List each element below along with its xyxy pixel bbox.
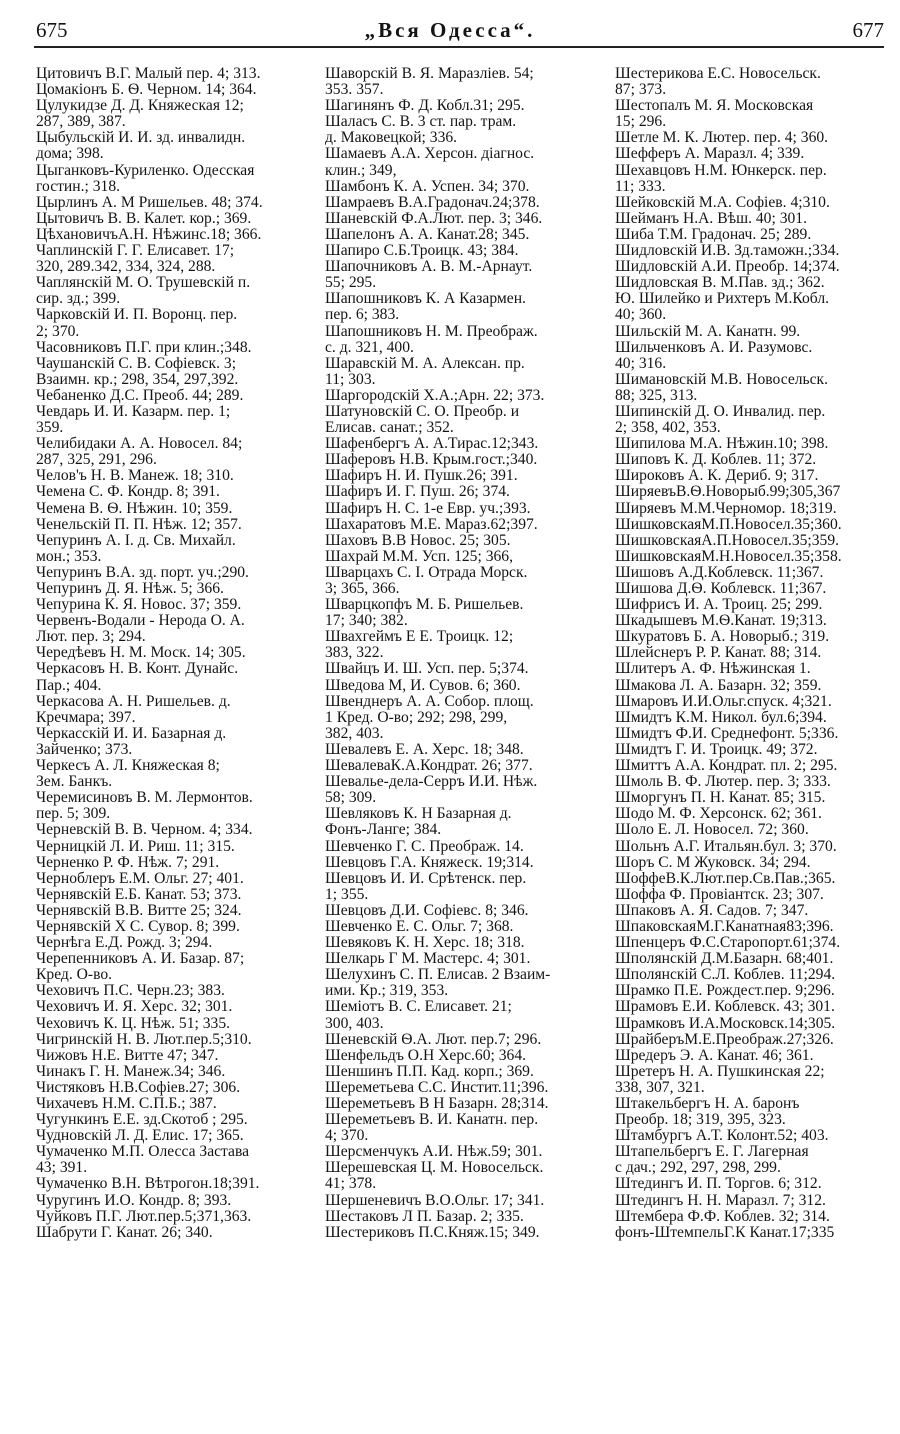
directory-line: Штакельбергъ Н. А. баронъ <box>615 1095 800 1112</box>
directory-line: Чистяковъ Н.В.Софіев.27; 306. <box>36 1078 241 1096</box>
directory-line: Кречмара; 397. <box>36 708 136 726</box>
directory-line: Шабрути Г. Канат. 26; 340. <box>36 1223 213 1241</box>
directory-line: Шереметьевъ В. И. Канатн. пер. <box>325 1111 539 1129</box>
directory-line: Шимановскій М.В. Новосельск. <box>615 370 829 388</box>
directory-line: Шапочниковъ А. В. М.-Арнаут. <box>325 258 533 276</box>
directory-line: Шварцкопфъ М. Б. Ришельев. <box>325 596 524 614</box>
directory-line: Челибидаки А. А. Новосел. 84; <box>36 435 243 453</box>
directory-line: 87; 373. <box>615 81 667 99</box>
directory-line: Штедингъ Н. Н. Маразл. 7; 312. <box>615 1191 826 1209</box>
directory-line: Шаферовъ Н.В. Крым.гост.;340. <box>325 451 538 469</box>
directory-line: Швенднеръ А. А. Собор. площ. <box>325 692 534 710</box>
directory-line: Шевченко Г. С. Преображ. 14. <box>325 837 524 855</box>
directory-line: Чепуринъ Д. Я. Нѣж. 5; 366. <box>36 580 224 597</box>
directory-line: ШпаковскаяМ.Г.Канатная83;396. <box>615 917 834 935</box>
directory-line: 353. 357. <box>325 81 384 99</box>
directory-line: Червенъ-Водали - Нерода О. А. <box>36 612 245 630</box>
directory-line: Шапиро С.Б.Троицк. 43; 384. <box>325 242 519 260</box>
directory-line: Чернявскій Х С. Сувор. 8; 399. <box>36 917 240 935</box>
directory-line: Шамбонъ К. А. Успен. 34; 370. <box>325 177 530 195</box>
directory-line: Шмидтъ Г. И. Троицк. 49; 372. <box>615 740 818 758</box>
directory-line: Шидловскій А.И. Преобр. 14;374. <box>615 258 840 276</box>
column-1 <box>36 66 318 1422</box>
directory-line: Шмидтъ Ф.И. Среднефонт. 5;336. <box>615 724 839 742</box>
directory-line: Челов'ъ Н. В. Манеж. 18; 310. <box>36 467 234 485</box>
directory-line: Шифрисъ И. А. Троиц. 25; 299. <box>615 596 823 614</box>
directory-line: Чернявскій Е.Б. Канат. 53; 373. <box>36 885 242 903</box>
directory-line: сир. зд.; 399. <box>36 290 121 308</box>
directory-line: Чаушанскій С. В. Софіевск. 3; <box>36 354 237 372</box>
directory-line: Шеншинъ П.П. Кад. корп.; 369. <box>325 1062 534 1080</box>
directory-line: Шварцахъ С. І. Отрада Морск. <box>325 563 528 581</box>
directory-line: Шереметьева С.С. Инстит.11;396. <box>325 1078 549 1096</box>
directory-line: Чевдарь И. И. Казарм. пер. 1; <box>36 402 231 420</box>
directory-line: Лют. пер. 3; 294. <box>36 628 146 646</box>
directory-line: Шейковскій М.А. Софіев. 4;310. <box>615 193 830 211</box>
directory-line: Шипинскій Д. О. Инвалид. пер. <box>615 402 826 420</box>
directory-line: Шевяковъ К. Н. Херс. 18; 318. <box>325 934 525 952</box>
directory-line: Шмиттъ А.А. Кондрат. пл. 2; 295. <box>615 757 838 775</box>
directory-line: Чеховичъ П.С. Черн.23; 383. <box>36 982 225 1000</box>
directory-line: Черкасскій И. И. Базарная д. <box>36 724 227 742</box>
directory-line: Шетле М. К. Лютер. пер. 4; 360. <box>615 129 829 147</box>
directory-line: д. Маковецкой; 336. <box>325 129 458 147</box>
directory-line: Шретеръ Н. А. Пушкинская 22; <box>615 1062 825 1080</box>
directory-line: Преобр. 18; 319, 395, 323. <box>615 1111 786 1129</box>
directory-line: Шехавцовъ Н.М. Юнкерск. пер. <box>615 161 827 179</box>
directory-line: Шеміотъ В. С. Елисавет. 21; <box>325 998 512 1016</box>
directory-line: Шахаратовъ М.Е. Мараз.62;397. <box>325 515 538 533</box>
directory-line: Шапошниковъ К. А Казармен. <box>325 290 526 308</box>
directory-line: 58; 309. <box>325 789 377 807</box>
directory-line: Цырлинъ А. М Ришельев. 48; 374. <box>36 193 263 211</box>
directory-line: Шевченко Е. С. Ольг. 7; 368. <box>325 917 514 935</box>
directory-line: Шаласъ С. В. 3 ст. пар. трам. <box>325 113 517 131</box>
directory-line: Черкасовъ Н. В. Конт. Дунайс. <box>36 660 239 678</box>
directory-line: Черкасова А. Н. Ришельев. д. <box>36 692 231 710</box>
directory-line: Чарковскій И. П. Воронц. пер. <box>36 306 238 324</box>
directory-line: ШевалеваК.А.Кондрат. 26; 377. <box>325 757 533 775</box>
directory-line: Черницкій Л. И. Риш. 11; 315. <box>36 837 235 855</box>
directory-line: Шевцовъ Г.А. Княжеск. 19;314. <box>325 853 534 871</box>
directory-line: Широковъ А. К. Дериб. 9; 317. <box>615 467 819 485</box>
directory-line: Шенфельдъ О.Н Херс.60; 364. <box>325 1046 527 1064</box>
directory-line: Шрамковъ И.А.Московск.14;305. <box>615 1014 836 1032</box>
directory-line: Шаворскій В. Я. Маразліев. 54; <box>325 66 534 82</box>
directory-line: Шамаевъ А.А. Херсон. діагнос. <box>325 145 535 163</box>
directory-line: Чемена В. Ѳ. Нѣжин. 10; 359. <box>36 499 233 517</box>
directory-line: Фонъ-Ланге; 384. <box>325 821 442 839</box>
directory-line: Кред. О-во. <box>36 966 113 984</box>
directory-line: 15; 296. <box>615 113 667 131</box>
directory-line: Чепурина К. Я. Новос. 37; 359. <box>36 596 242 614</box>
directory-line: Шмакова Л. А. Базарн. 32; 359. <box>615 676 822 694</box>
directory-line: 43; 391. <box>36 1159 88 1177</box>
directory-line: Шодо М. Ф. Херсонск. 62; 361. <box>615 805 822 823</box>
directory-line: 11; 333. <box>615 177 666 195</box>
directory-line: Шкадышевъ М.Ѳ.Канат. 19;313. <box>615 612 827 630</box>
directory-line: Шестопалъ М. Я. Московская <box>615 97 814 115</box>
directory-line: Черневскій В. В. Черном. 4; 334. <box>36 821 253 839</box>
directory-line: Швайцъ И. Ш. Усп. пер. 5;374. <box>325 660 529 678</box>
directory-line: Шейманъ Н.А. Вѣш. 40; 301. <box>615 209 807 227</box>
directory-line: Черкесъ А. Л. Княжеская 8; <box>36 757 220 775</box>
directory-line: Пар.; 404. <box>36 676 102 694</box>
directory-line: Шаргородскій Х.А.;Арн. 22; 373. <box>325 386 545 404</box>
directory-line: 4; 370. <box>325 1127 369 1145</box>
directory-line: Шрамовъ Е.И. Коблевск. 43; 301. <box>615 998 835 1016</box>
directory-line: дома; 398. <box>36 145 104 163</box>
directory-line: Зайченко; 373. <box>36 740 133 758</box>
directory-line: Шафиръ И. Г. Пуш. 26; 374. <box>325 483 510 501</box>
directory-line: ШишковскаяА.П.Новосел.35;359. <box>615 531 840 549</box>
directory-line: Чаплянскій М. О. Трушевскій п. <box>36 274 251 292</box>
directory-line: клин.; 349, <box>325 161 397 179</box>
directory-line: Чеховичъ К. Ц. Нѣж. 51; 335. <box>36 1014 231 1032</box>
header-rule <box>34 46 884 48</box>
directory-line: Шмидтъ К.М. Никол. бул.6;394. <box>615 708 827 726</box>
directory-line: Ченельскій П. П. Нѣж. 12; 357. <box>36 515 242 533</box>
directory-line: Шидловская В. М.Пав. зд.; 362. <box>615 274 825 292</box>
directory-line: Штапельбергъ Е. Г. Лагерная <box>615 1143 809 1161</box>
directory-line: Шаневскій Ф.А.Лют. пер. 3; 346. <box>325 209 543 227</box>
directory-line: Штамбургъ А.Т. Колонт.52; 403. <box>615 1127 829 1145</box>
directory-line: Шапелонъ А. А. Канат.28; 345. <box>325 225 530 243</box>
directory-line: Шморгунъ П. Н. Канат. 85; 315. <box>615 789 826 807</box>
directory-line: с дач.; 292, 297, 298, 299. <box>615 1159 781 1177</box>
directory-line: 40; 316. <box>615 354 667 372</box>
directory-line: Шмоль В. Ф. Лютер. пер. 3; 333. <box>615 773 831 791</box>
directory-line: Черепенниковъ А. И. Базар. 87; <box>36 950 245 968</box>
directory-line: Елисав. санат.; 352. <box>325 419 454 437</box>
directory-line: 320, 289.342, 334, 324, 288. <box>36 258 216 276</box>
directory-line: Шишовъ А.Д.Коблевск. 11;367. <box>615 563 824 581</box>
directory-line: Шполянскій Д.М.Базарн. 68;401. <box>615 950 834 968</box>
directory-line: Ширяевъ М.М.Черномор. 18;319. <box>615 499 837 517</box>
directory-line: 55; 295. <box>325 274 377 292</box>
directory-line: Шиба Т.М. Градонач. 25; 289. <box>615 225 812 243</box>
directory-line: 359. <box>36 419 64 437</box>
directory-line: Шапошниковъ Н. М. Преображ. <box>325 322 538 340</box>
directory-line: Шамраевъ В.А.Градонач.24;378. <box>325 193 540 211</box>
directory-line: Черненко Р. Ф. Нѣж. 7; 291. <box>36 853 220 871</box>
directory-line: Зем. Банкъ. <box>36 773 113 791</box>
directory-line: ими. Кр.; 319, 353. <box>325 982 449 1000</box>
directory-line: Чумаченко В.Н. Вѣтрогон.18;391. <box>36 1175 260 1193</box>
directory-line: Шлитеръ А. Ф. Нѣжинская 1. <box>615 660 811 678</box>
directory-line: 3; 365, 366. <box>325 580 400 597</box>
directory-line: 1; 355. <box>325 885 369 903</box>
page-header <box>0 18 900 48</box>
directory-line: Часовниковъ П.Г. при клин.;348. <box>36 338 252 356</box>
directory-line: Шредеръ Э. А. Канат. 46; 361. <box>615 1046 814 1064</box>
directory-line: Чудновскій Л. Д. Елис. 17; 365. <box>36 1127 244 1145</box>
directory-line: Шрамко П.Е. Рождест.пер. 9;296. <box>615 982 835 1000</box>
running-title: „Вся Одесса“. <box>364 18 536 42</box>
directory-line: мон.; 353. <box>36 547 102 565</box>
directory-line: Шерсменчукъ А.И. Нѣж.59; 301. <box>325 1143 543 1161</box>
directory-line: 1 Кред. О-во; 292; 298, 299, <box>325 708 508 726</box>
directory-line: Цулукидзе Д. Д. Княжеская 12; <box>36 97 244 115</box>
directory-line: Штедингъ И. П. Торгов. 6; 312. <box>615 1175 822 1193</box>
directory-line: Шагинянъ Ф. Д. Кобл.31; 295. <box>325 97 525 115</box>
column-2 <box>325 66 610 1422</box>
directory-line: 287, 389, 387. <box>36 113 126 131</box>
directory-line: Чумаченко М.П. Олесса Застава <box>36 1143 250 1161</box>
directory-line: Черноблеръ Е.М. Ольг. 27; 401. <box>36 869 244 887</box>
directory-line: Чуругинъ И.О. Кондр. 8; 393. <box>36 1191 232 1209</box>
directory-line: Шоръ С. М Жуковск. 34; 294. <box>615 853 811 871</box>
directory-line: Шафиръ Н. С. 1-е Евр. уч.;393. <box>325 499 531 517</box>
directory-line: 2; 370. <box>36 322 80 340</box>
directory-line: Чемена С. Ф. Кондр. 8; 391. <box>36 483 220 501</box>
directory-line: Шильскій М. А. Канатн. 99. <box>615 322 801 340</box>
directory-line: 40; 360. <box>615 306 667 324</box>
directory-line: пер. 6; 383. <box>325 306 400 324</box>
directory-line: 88; 325, 313. <box>615 386 698 404</box>
directory-line: Шафиръ Н. И. Пушк.26; 391. <box>325 467 518 485</box>
directory-line: Шипилова М.А. Нѣжин.10; 398. <box>615 435 829 453</box>
directory-line: Чернявскій В.В. Витте 25; 324. <box>36 901 242 919</box>
directory-line: Шпенцеръ Ф.С.Старопорт.61;374. <box>615 934 841 952</box>
directory-line: Шевцовъ Д.И. Софіевс. 8; 346. <box>325 901 529 919</box>
directory-line: Шестерикова Е.С. Новосельск. <box>615 66 821 82</box>
directory-line: Чередѣевъ Н. М. Моск. 14; 305. <box>36 644 246 662</box>
directory-line: Чугункинъ Е.Е. зд.Скотоб ; 295. <box>36 1111 248 1129</box>
directory-line: 41; 378. <box>325 1175 377 1193</box>
directory-line: Чеховичъ И. Я. Херс. 32; 301. <box>36 998 233 1016</box>
directory-line: Цомакіонъ Б. Ѳ. Черном. 14; 364. <box>36 81 257 99</box>
directory-line: Шестериковъ П.С.Княж.15; 349. <box>325 1223 540 1241</box>
directory-line: Цитовичъ В.Г. Малый пер. 4; 313. <box>36 66 261 82</box>
directory-line: Взаимн. кр.; 298, 354, 297,392. <box>36 370 239 388</box>
directory-line: Шерешевская Ц. М. Новосельск. <box>325 1159 544 1177</box>
page-number-left: 675 <box>36 18 68 42</box>
directory-line: 287, 325, 291, 296. <box>36 451 157 469</box>
directory-line: фонъ-ШтемпельГ.К Канат.17;335 <box>615 1223 835 1241</box>
directory-line: Шкуратовъ Б. А. Новорыб.; 319. <box>615 628 830 646</box>
directory-line: ШишковскаяМ.Н.Новосел.35;358. <box>615 547 842 565</box>
directory-line: Шафенбергъ А. А.Тирас.12;343. <box>325 435 539 453</box>
directory-line: Цыганковъ-Куриленко. Одесская <box>36 161 255 179</box>
directory-line: ШоффеВ.К.Лют.пер.Св.Пав.;365. <box>615 869 836 887</box>
directory-line: гостин.; 318. <box>36 177 121 195</box>
directory-line: Чаплинскій Г. Г. Елисавет. 17; <box>36 242 235 260</box>
directory-line: Шелухинъ С. П. Елисав. 2 Взаим- <box>325 966 551 984</box>
directory-line: 11; 303. <box>325 370 376 388</box>
directory-line: Цыбульскій И. И. зд. инвалидн. <box>36 129 246 147</box>
directory-line: Шеневскій Ѳ.А. Лют. пер.7; 296. <box>325 1030 542 1048</box>
directory-line: ШиряевъВ.Ѳ.Новорыб.99;305,367 <box>615 483 841 501</box>
directory-line: Шполянскій С.Л. Коблев. 11;294. <box>615 966 836 984</box>
directory-line: Швахгеймъ Е Е. Троицк. 12; <box>325 628 514 646</box>
directory-line: Шатуновскій С. О. Преобр. и <box>325 402 520 420</box>
directory-line: Шпаковъ А. Я. Садов. 7; 347. <box>615 901 809 919</box>
directory-line: пер. 5; 309. <box>36 805 111 823</box>
directory-line: Шаравскій М. А. Алексан. пр. <box>325 354 525 372</box>
directory-line: Шевалевъ Е. А. Херс. 18; 348. <box>325 740 524 758</box>
directory-line: Шевляковъ К. Н Базарная д. <box>325 805 512 823</box>
directory-line: Шаховъ В.В Новос. 25; 305. <box>325 531 511 549</box>
directory-line: Шишова Д.Ѳ. Коблевск. 11;367. <box>615 580 827 597</box>
directory-line: Шефферъ А. Маразл. 4; 339. <box>615 145 805 163</box>
directory-line: Шахрай М.М. Усп. 125; 366, <box>325 547 513 565</box>
directory-line: Чебаненко Д.С. Преоб. 44; 289. <box>36 386 244 404</box>
column-3 <box>615 66 895 1422</box>
directory-line: Шильченковъ А. И. Разумовс. <box>615 338 813 356</box>
directory-line: Чепуринъ В.А. зд. порт. уч.;290. <box>36 563 249 581</box>
directory-line: Чихачевъ Н.М. С.П.Б.; 387. <box>36 1095 217 1112</box>
directory-line: Шлейснеръ Р. Р. Канат. 88; 314. <box>615 644 822 662</box>
directory-line: Чигринскій Н. В. Лют.пер.5;310. <box>36 1030 252 1048</box>
directory-line: Чепуринъ А. І. д. Св. Михайл. <box>36 531 236 549</box>
directory-line: Шоло Е. Л. Новосел. 72; 360. <box>615 821 809 839</box>
directory-line: Чинакъ Г. Н. Манеж.34; 346. <box>36 1062 226 1080</box>
page-number-right: 677 <box>852 18 884 42</box>
directory-line: Шоффа Ф. Провіантск. 23; 307. <box>615 885 824 903</box>
directory-line: Шестаковъ Л П. Базар. 2; 335. <box>325 1207 524 1225</box>
directory-line: 382, 403. <box>325 724 384 742</box>
directory-line: Шиповъ К. Д. Коблев. 11; 372. <box>615 451 817 469</box>
directory-line: Шидловскій И.В. Зд.таможн.;334. <box>615 242 840 260</box>
directory-line: Шевцовъ И. И. Срѣтенск. пер. <box>325 869 527 887</box>
directory-line: Чижовъ Н.Е. Витте 47; 347. <box>36 1046 219 1064</box>
directory-line: Ю. Шилейко и Рихтеръ М.Кобл. <box>615 290 830 308</box>
directory-line: 300, 403. <box>325 1014 384 1032</box>
directory-line: с. д. 321, 400. <box>325 338 414 356</box>
directory-line: 338, 307, 321. <box>615 1078 705 1096</box>
directory-line: Чуйковъ П.Г. Лют.пер.5;371,363. <box>36 1207 252 1225</box>
directory-line: Шведова М, И. Сувов. 6; 360. <box>325 676 521 694</box>
directory-line: 383, 322. <box>325 644 384 662</box>
directory-line: ШрайберъМ.Е.Преображ.27;326. <box>615 1030 834 1048</box>
directory-line: Черемисиновъ В. М. Лермонтов. <box>36 789 253 807</box>
directory-line: 2; 358, 402, 353. <box>615 419 721 437</box>
directory-line: 17; 340; 382. <box>325 612 408 630</box>
directory-line: Шелкарь Г М. Мастерс. 4; 301. <box>325 950 531 968</box>
directory-line: Шмаровъ И.И.Ольг.спуск. 4;321. <box>615 692 832 710</box>
directory-line: ШишковскаяМ.П.Новосел.35;360. <box>615 515 842 533</box>
directory-line: Шершеневичъ В.О.Ольг. 17; 341. <box>325 1191 545 1209</box>
directory-line: Штембера Ф.Ф. Коблев. 32; 314. <box>615 1207 830 1225</box>
directory-line: Шереметьевъ В Н Базарн. 28;314. <box>325 1095 549 1112</box>
directory-line: Шевалье-дела-Серръ И.И. Нѣж. <box>325 773 538 791</box>
directory-line: Шольнъ А.Г. Итальян.бул. 3; 370. <box>615 837 837 855</box>
directory-line: ЦѣхановичъА.Н. Нѣжинс.18; 366. <box>36 225 262 243</box>
directory-line: Чернѣга Е.Д. Рожд. 3; 294. <box>36 934 213 952</box>
directory-line: Цытовичъ В. В. Калет. кор.; 369. <box>36 209 252 227</box>
